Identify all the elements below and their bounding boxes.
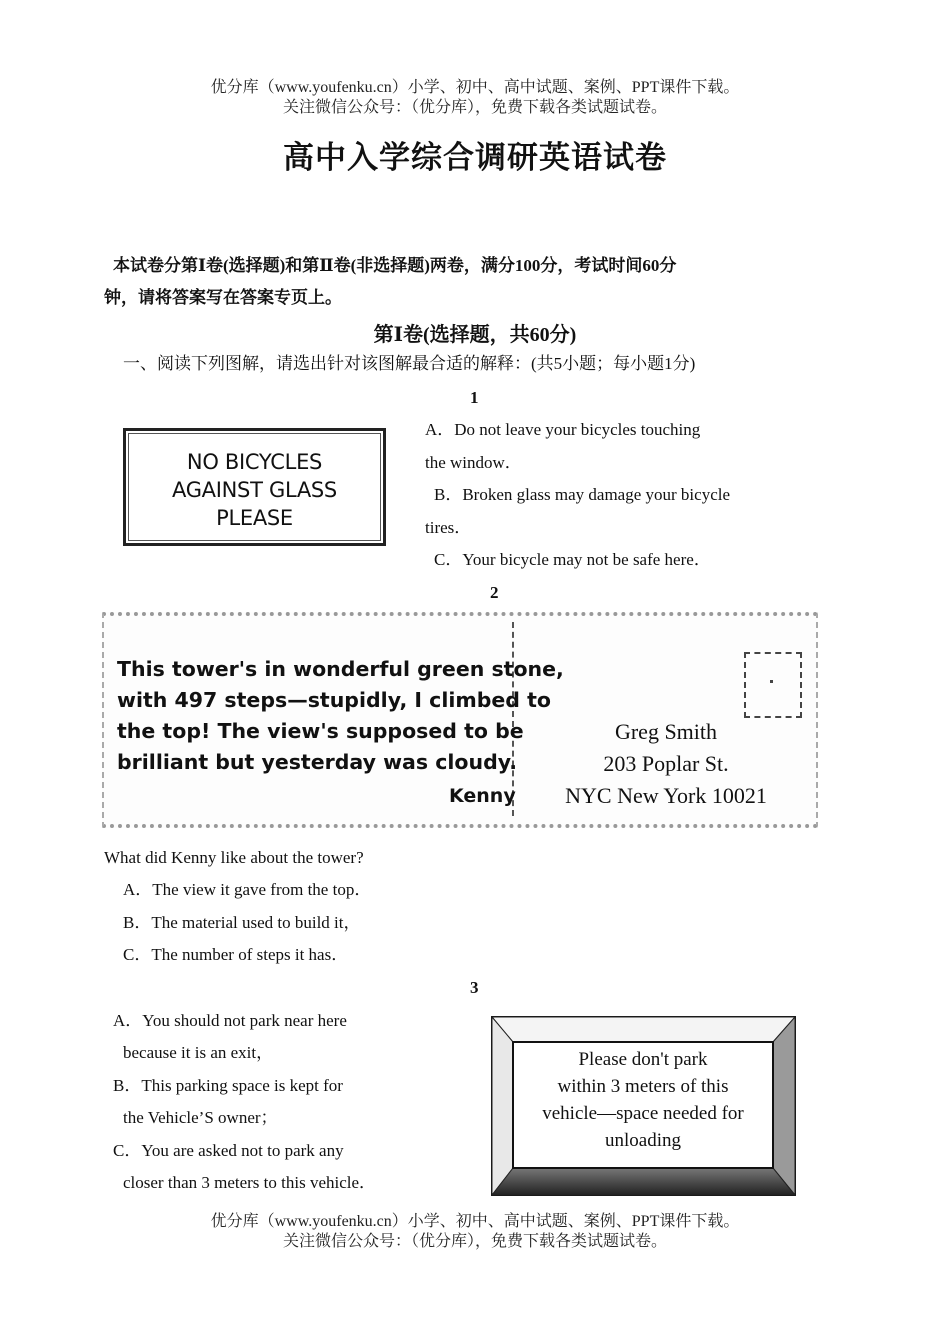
section-title: 第Ⅰ卷(选择题，共60分) [373,324,577,346]
postcard-message-line: with 497 steps—stupidly, I climbed to [117,688,552,712]
page-title: 高中入学综合调研英语试卷 [283,140,667,175]
parking-sign-line: unloading [605,1130,681,1151]
parking-sign-line: within 3 meters of this [557,1076,729,1097]
parking-sign [491,1016,796,1196]
no-bicycles-sign [123,428,386,546]
q3-option-b: B．This parking space is kept for [113,1076,343,1095]
q3-option-a-cont: because it is an exit， [123,1043,274,1062]
intro-line-2: 钟，请将答案写在答案专页上。 [104,288,342,307]
sign-line: NO BICYCLES [186,450,323,474]
parking-sign-line: vehicle—space needed for [542,1103,744,1124]
address-line: 203 Poplar St. [603,751,729,776]
q3-option-c: C．You are asked not to park any [113,1141,344,1160]
question-number-3: 3 [470,978,479,997]
postcard-signature: Kenny [449,785,516,807]
q1-option-a: A．Do not leave your bicycles touching [425,420,701,439]
parking-sign-line: Please don't park [578,1049,708,1070]
postcard [102,612,818,828]
stamp-box [744,652,802,718]
q2-question: What did Kenny like about the tower? [104,848,364,867]
address-line: NYC New York 10021 [565,783,767,808]
question-number-1: 1 [470,388,479,407]
address-line: Greg Smith [614,719,718,744]
postcard-message-line: brilliant but yesterday was cloudy. [117,750,518,774]
q3-option-c-cont: closer than 3 meters to this vehicle． [123,1173,377,1192]
header-line-2: 关注微信公众号：（优分库），免费下载各类试题试卷。 [282,99,667,116]
instruction: 一、阅读下列图解，请选出针对该图解最合适的解释：(共5小题；每小题1分) [123,354,696,373]
q1-option-b-cont: tires． [425,518,472,537]
q3-option-b-cont: the Vehicle’S owner； [123,1108,278,1127]
sign-line: PLEASE [216,506,293,530]
header-line-1: 优分库（www.youfenku.cn）小学、初中、高中试题、案例、PPT课件下载。 [210,79,740,96]
intro-line-1: 本试卷分第Ⅰ卷(选择题)和第Ⅱ卷(非选择题)两卷，满分100分，考试时间60分 [113,256,677,275]
q1-option-b: B．Broken glass may damage your bicycle [434,485,731,504]
postcard-message-line: This tower's in wonderful green stone, [117,657,564,681]
q2-option-c: C．The number of steps it has． [123,945,349,964]
postcard-message-line: the top! The view's supposed to be [117,719,524,743]
q3-option-a: A．You should not park near here [113,1011,347,1030]
q2-option-b: B．The material used to build it， [123,913,361,932]
footer-line-2: 关注微信公众号：（优分库），免费下载各类试题试卷。 [282,1233,667,1250]
question-number-2: 2 [490,583,499,602]
sign-line: AGAINST GLASS [172,478,337,502]
q1-option-c: C．Your bicycle may not be safe here． [434,550,711,569]
q1-option-a-cont: the window． [425,453,522,472]
footer-line-1: 优分库（www.youfenku.cn）小学、初中、高中试题、案例、PPT课件下载。 [210,1213,740,1230]
q2-option-a: A．The view it gave from the top． [123,880,372,899]
